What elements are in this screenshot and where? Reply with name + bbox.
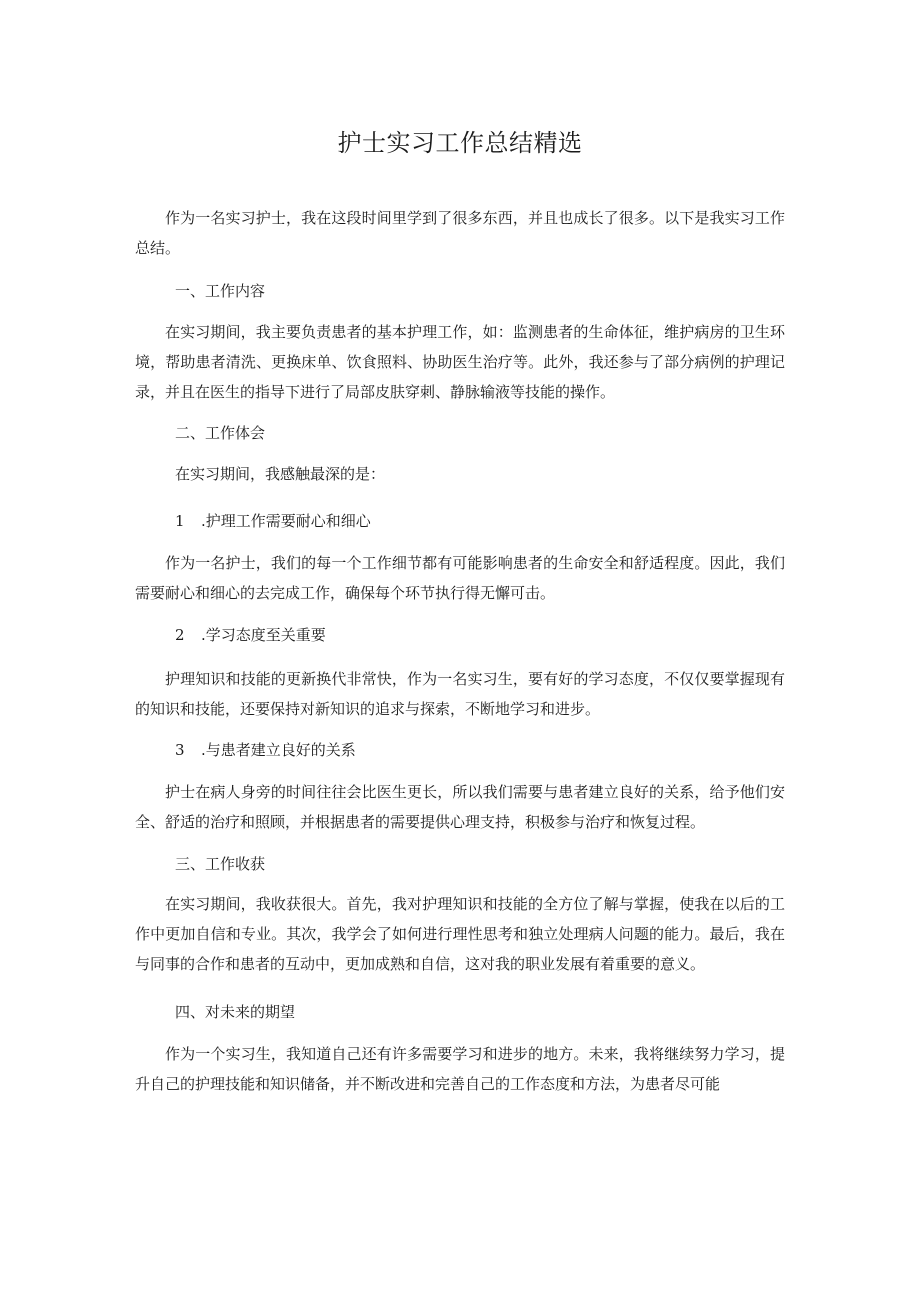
document-title: 护士实习工作总结精选 [337, 129, 583, 157]
experience-item-3-heading [175, 735, 356, 765]
section-heading-work-experience: 二、工作体会 [175, 424, 266, 442]
section-heading-work-content: 一、工作内容 [175, 282, 266, 300]
item-number: 3 [175, 741, 185, 759]
item-number: 2 [175, 626, 185, 644]
section-heading-future-expectations: 四、对未来的期望 [175, 1003, 296, 1021]
intro-paragraph: 作为一名实习护士，我在这段时间里学到了很多东西，并且也成长了很多。以下是我实习工作总结。 [135, 209, 785, 257]
item-title: .与患者建立良好的关系 [201, 741, 356, 759]
item-title: .学习态度至关重要 [201, 626, 326, 644]
section-heading-work-gains: 三、工作收获 [175, 855, 266, 873]
experience-item-2-paragraph: 护理知识和技能的更新换代非常快，作为一名实习生，要有好的学习态度，不仅仅要掌握现有的知识和技能，还要保持对新知识的追求与探索，不断地学习和进步。 [135, 670, 785, 718]
experience-item-3-paragraph: 护士在病人身旁的时间往往会比医生更长，所以我们需要与患者建立良好的关系，给予他们安全、舒适的治疗和照顾，并根据患者的需要提供心理支持，积极参与治疗和恢复过程。 [135, 783, 785, 831]
experience-item-2-heading [175, 620, 326, 650]
experience-lead-text: 在实习期间，我感触最深的是： [175, 465, 386, 483]
experience-item-1-heading [175, 506, 371, 536]
item-title: .护理工作需要耐心和细心 [201, 512, 371, 530]
future-expectations-paragraph: 作为一个实习生，我知道自己还有许多需要学习和进步的地方。未来，我将继续努力学习，提升自己的护理技能和知识储备，并不断改进和完善自己的工作态度和方法，为患者尽可能 [135, 1045, 785, 1093]
work-gains-paragraph: 在实习期间，我收获很大。首先，我对护理知识和技能的全方位了解与掌握，使我在以后的工作中更加自信和专业。其次，我学会了如何进行理性思考和独立处理病人问题的能力。最后，我在与同事的合作和患者的互动中，更加成熟和自信，这对我的职业发展有着重要的意义。 [135, 895, 785, 973]
item-number: 1 [175, 512, 185, 530]
work-content-paragraph: 在实习期间，我主要负责患者的基本护理工作，如：监测患者的生命体征，维护病房的卫生环境，帮助患者清洗、更换床单、饮食照料、协助医生治疗等。此外，我还参与了部分病例的护理记录，并且在医生的指导下进行了局部皮肤穿刺、静脉输液等技能的操作。 [135, 323, 785, 401]
experience-item-1-paragraph: 作为一名护士，我们的每一个工作细节都有可能影响患者的生命安全和舒适程度。因此，我们需要耐心和细心的去完成工作，确保每个环节执行得无懈可击。 [135, 554, 785, 602]
